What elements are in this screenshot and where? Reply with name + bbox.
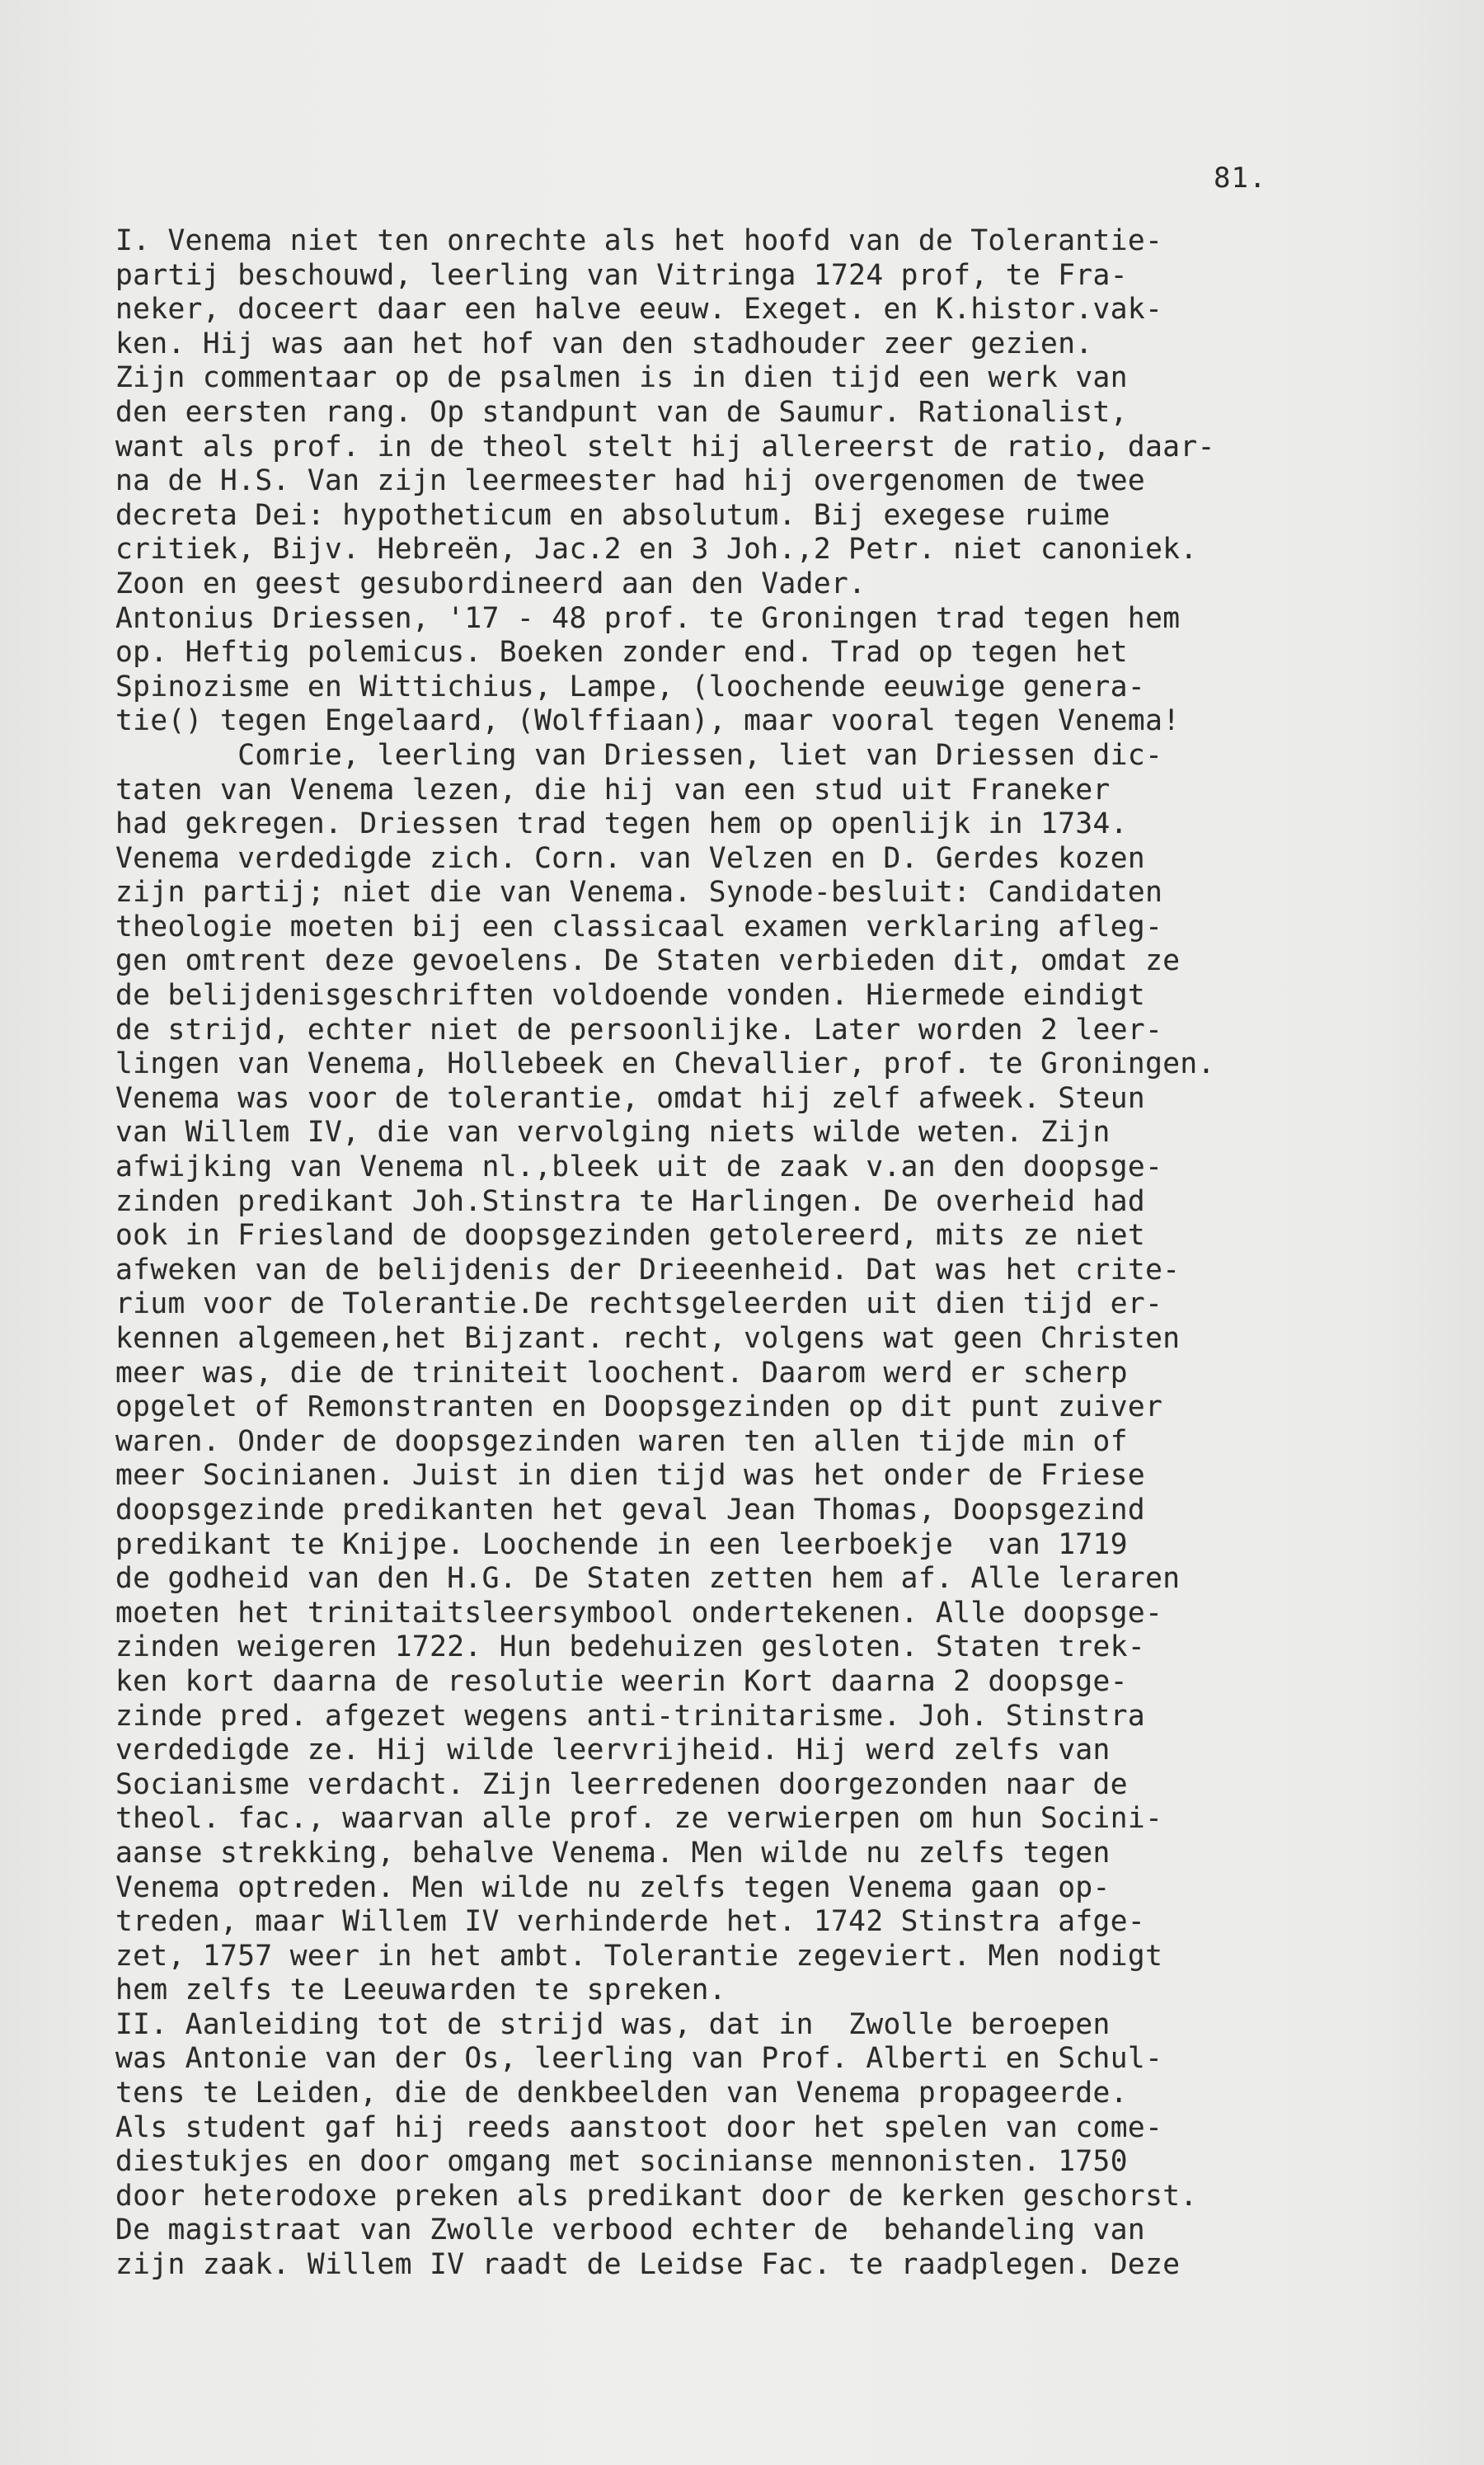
text-line: critiek, Bijv. Hebreën, Jac.2 en 3 Joh.,2 Petr. niet canoniek.	[115, 533, 1198, 567]
text-line: hem zelfs te Leeuwarden te spreken.	[115, 1973, 726, 2007]
text-line: want als prof. in de theol stelt hij allereerst de ratio, daar-	[115, 430, 1215, 463]
text-line: Socianisme verdacht. Zijn leerredenen doorgezonden naar de	[115, 1767, 1128, 1801]
text-line: tens te Leiden, die de denkbeelden van Venema propageerde.	[115, 2077, 1128, 2110]
text-line: Spinozisme en Wittichius, Lampe, (loochende eeuwige genera-	[115, 670, 1146, 703]
text-line: theologie moeten bij een classicaal examen verklaring afleg-	[115, 910, 1163, 943]
text-line: verdedigde ze. Hij wilde leervrijheid. Hij werd zelfs van	[115, 1733, 1111, 1767]
text-line: Venema optreden. Men wilde nu zelfs tegen Venema gaan op-	[115, 1870, 1111, 1904]
text-line: tie() tegen Engelaard, (Wolffiaan), maar vooral tegen Venema!	[115, 704, 1181, 738]
text-line: rium voor de Tolerantie.De rechtsgeleerden uit dien tijd er-	[115, 1287, 1163, 1321]
text-line: ken kort daarna de resolutie weerin Kort daarna 2 doopsge-	[115, 1664, 1128, 1698]
text-line: meer was, die de triniteit loochent. Daarom werd er scherp	[115, 1356, 1128, 1390]
text-line: was Antonie van der Os, leerling van Prof. Alberti en Schul-	[115, 2042, 1163, 2076]
text-line: van Willem IV, die van vervolging niets wilde weten. Zijn	[115, 1116, 1111, 1150]
text-line: ken. Hij was aan het hof van den stadhouder zeer gezien.	[115, 327, 1093, 360]
text-line: Als student gaf hij reeds aanstoot door het spelen van come-	[115, 2110, 1163, 2144]
text-line: op. Heftig polemicus. Boeken zonder end. Trad op tegen het	[115, 636, 1128, 670]
text-line: zijn zaak. Willem IV raadt de Leidse Fac. te raadplegen. Deze	[115, 2248, 1181, 2282]
text-line: lingen van Venema, Hollebeek en Chevallier, prof. te Groningen.	[115, 1047, 1215, 1081]
page-number: 81.	[1214, 162, 1267, 195]
text-line: afweken van de belijdenis der Drieeenheid. Dat was het crite-	[115, 1253, 1181, 1287]
body-text	[115, 224, 1410, 2283]
text-line: decreta Dei: hypotheticum en absolutum. Bij exegese ruime	[115, 498, 1111, 532]
text-line: Comrie, leerling van Driessen, liet van Driessen dic-	[115, 738, 1163, 772]
text-line: den eersten rang. Op standpunt van de Saumur. Rationalist,	[115, 395, 1128, 429]
text-line: gen omtrent deze gevoelens. De Staten verbieden dit, omdat ze	[115, 944, 1181, 978]
text-line: afwijking van Venema nl.,bleek uit de zaak v.an den doopsge-	[115, 1150, 1163, 1184]
text-line: Venema was voor de tolerantie, omdat hij zelf afweek. Steun	[115, 1081, 1146, 1115]
text-line: taten van Venema lezen, die hij van een stud uit Franeker	[115, 773, 1111, 807]
text-line: diestukjes en door omgang met socinianse mennonisten. 1750	[115, 2145, 1128, 2179]
text-line: zijn partij; niet die van Venema. Synode-besluit: Candidaten	[115, 876, 1163, 910]
text-line: de strijd, echter niet de persoonlijke. Later worden 2 leer-	[115, 1013, 1163, 1047]
text-line: I. Venema niet ten onrechte als het hoofd van de Tolerantie-	[115, 224, 1163, 257]
text-line: zinden weigeren 1722. Hun bedehuizen gesloten. Staten trek-	[115, 1630, 1146, 1664]
text-line: neker, doceert daar een halve eeuw. Exeget. en K.histor.vak-	[115, 293, 1163, 327]
text-line: de godheid van den H.G. De Staten zetten hem af. Alle leraren	[115, 1562, 1181, 1596]
text-line: zinde pred. afgezet wegens anti-trinitarisme. Joh. Stinstra	[115, 1699, 1146, 1733]
text-line: Venema verdedigde zich. Corn. van Velzen en D. Gerdes kozen	[115, 841, 1146, 875]
text-line: had gekregen. Driessen trad tegen hem op openlijk in 1734.	[115, 807, 1128, 841]
text-line: ook in Friesland de doopsgezinden getolereerd, mits ze niet	[115, 1219, 1146, 1253]
text-line: opgelet of Remonstranten en Doopsgezinden op dit punt zuiver	[115, 1390, 1163, 1424]
text-line: waren. Onder de doopsgezinden waren ten allen tijde min of	[115, 1424, 1128, 1458]
text-line: zet, 1757 weer in het ambt. Tolerantie zegeviert. Men nodigt	[115, 1939, 1163, 1973]
text-line: predikant te Knijpe. Loochende in een leerboekje van 1719	[115, 1527, 1128, 1561]
text-line: de belijdenisgeschriften voldoende vonden. Hiermede eindigt	[115, 979, 1146, 1013]
text-line: Antonius Driessen, '17 - 48 prof. te Groningen trad tegen hem	[115, 601, 1181, 635]
text-line: aanse strekking, behalve Venema. Men wilde nu zelfs tegen	[115, 1836, 1111, 1870]
text-line: doopsgezinde predikanten het geval Jean Thomas, Doopsgezind	[115, 1493, 1146, 1527]
text-line: treden, maar Willem IV verhinderde het. 1742 Stinstra afge-	[115, 1905, 1146, 1939]
text-line: na de H.S. Van zijn leermeester had hij overgenomen de twee	[115, 464, 1146, 498]
text-line: meer Socinianen. Juist in dien tijd was het onder de Friese	[115, 1459, 1146, 1493]
text-line: De magistraat van Zwolle verbood echter de behandeling van	[115, 2213, 1146, 2247]
text-line: Zoon en geest gesubordineerd aan den Vader.	[115, 567, 866, 600]
text-line: Zijn commentaar op de psalmen is in dien tijd een werk van	[115, 361, 1128, 395]
text-line: theol. fac., waarvan alle prof. ze verwierpen om hun Socini-	[115, 1802, 1163, 1836]
text-line: zinden predikant Joh.Stinstra te Harlingen. De overheid had	[115, 1184, 1146, 1218]
text-line: kennen algemeen,het Bijzant. recht, volgens wat geen Christen	[115, 1322, 1181, 1355]
text-line: partij beschouwd, leerling van Vitringa 1724 prof, te Fra-	[115, 258, 1128, 292]
text-line: door heterodoxe preken als predikant door de kerken geschorst.	[115, 2179, 1198, 2213]
text-line: moeten het trinitaitsleersymbool ondertekenen. Alle doopsge-	[115, 1596, 1163, 1630]
text-line: II. Aanleiding tot de strijd was, dat in Zwolle beroepen	[115, 2007, 1111, 2041]
